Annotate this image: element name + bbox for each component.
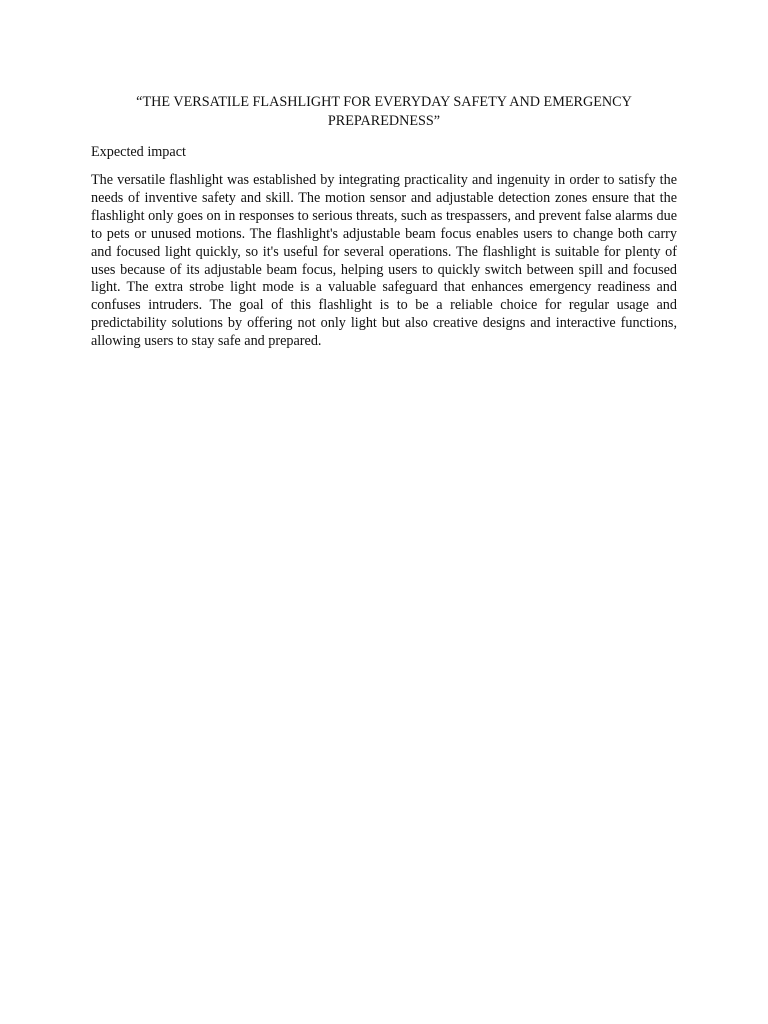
document-title: “THE VERSATILE FLASHLIGHT FOR EVERYDAY SAFETY AND EMERGENCY PREPAREDNESS” (136, 94, 632, 129)
document-content (91, 93, 677, 351)
body-paragraph: The versatile flashlight was established by integrating practicality and ingenuity in order to satisfy the needs of inventive safety and skill. The motion sensor and adjustable detection zones ensure that the flashlight only goes on in responses to serious threats, such as trespassers, and prevent false alarms due to pets or unused motions. The flashlight's adjustable beam focus enables users to change both carry and focused light quickly, so it's useful for several operations. The flashlight is suitable for plenty of uses because of its adjustable beam focus, helping users to quickly switch between spill and focused light. The extra strobe light mode is a valuable safeguard that enhances emergency readiness and confuses intruders. The goal of this flashlight is to be a reliable choice for regular usage and predictability solutions by offering not only light but also creative designs and interactive functions, allowing users to stay safe and prepared. (91, 172, 677, 350)
section-heading: Expected impact (91, 144, 186, 160)
